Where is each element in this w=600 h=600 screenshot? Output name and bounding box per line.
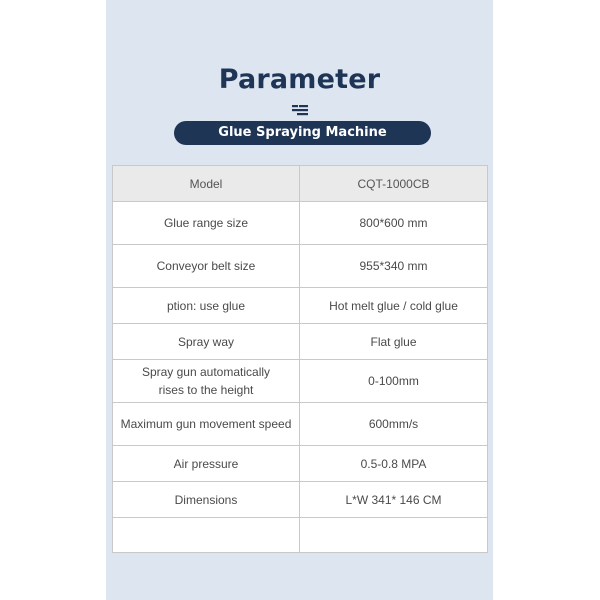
table-row xyxy=(113,446,488,482)
parameter-panel xyxy=(106,0,493,600)
header-cell-model-value: CQT-1000CB xyxy=(300,166,488,202)
row-label: Dimensions xyxy=(113,482,300,518)
parameter-table-container xyxy=(112,165,487,552)
row-label: Air pressure xyxy=(113,446,300,482)
row-value: 0-100mm xyxy=(300,360,488,403)
row-label: Maximum gun movement speed xyxy=(113,403,300,446)
table-row xyxy=(113,403,488,446)
table-row xyxy=(113,482,488,518)
table-header-row xyxy=(113,166,488,202)
row-value: 0.5-0.8 MPA xyxy=(300,446,488,482)
panel-header xyxy=(106,0,493,165)
row-label: Spray gun automatically rises to the height xyxy=(113,360,300,403)
table-row xyxy=(113,324,488,360)
row-label: Spray way xyxy=(113,324,300,360)
page-title: Parameter xyxy=(218,64,381,95)
table-row xyxy=(113,202,488,245)
table-row xyxy=(113,360,488,403)
row-label: Glue range size xyxy=(113,202,300,245)
row-label: ption: use glue xyxy=(113,288,300,324)
row-value: L*W 341* 146 CM xyxy=(300,482,488,518)
row-label: Conveyor belt size xyxy=(113,245,300,288)
row-value: 800*600 mm xyxy=(300,202,488,245)
row-label xyxy=(113,518,300,553)
row-value: Flat glue xyxy=(300,324,488,360)
table-row xyxy=(113,288,488,324)
table-row xyxy=(113,245,488,288)
row-value xyxy=(300,518,488,553)
row-value: Hot melt glue / cold glue xyxy=(300,288,488,324)
parameter-table xyxy=(112,165,488,553)
menu-lines-icon xyxy=(292,104,308,116)
row-value: 600mm/s xyxy=(300,403,488,446)
header-cell-model: Model xyxy=(113,166,300,202)
row-value: 955*340 mm xyxy=(300,245,488,288)
machine-name-badge: Glue Spraying Machine xyxy=(174,121,431,145)
table-row-empty xyxy=(113,518,488,553)
